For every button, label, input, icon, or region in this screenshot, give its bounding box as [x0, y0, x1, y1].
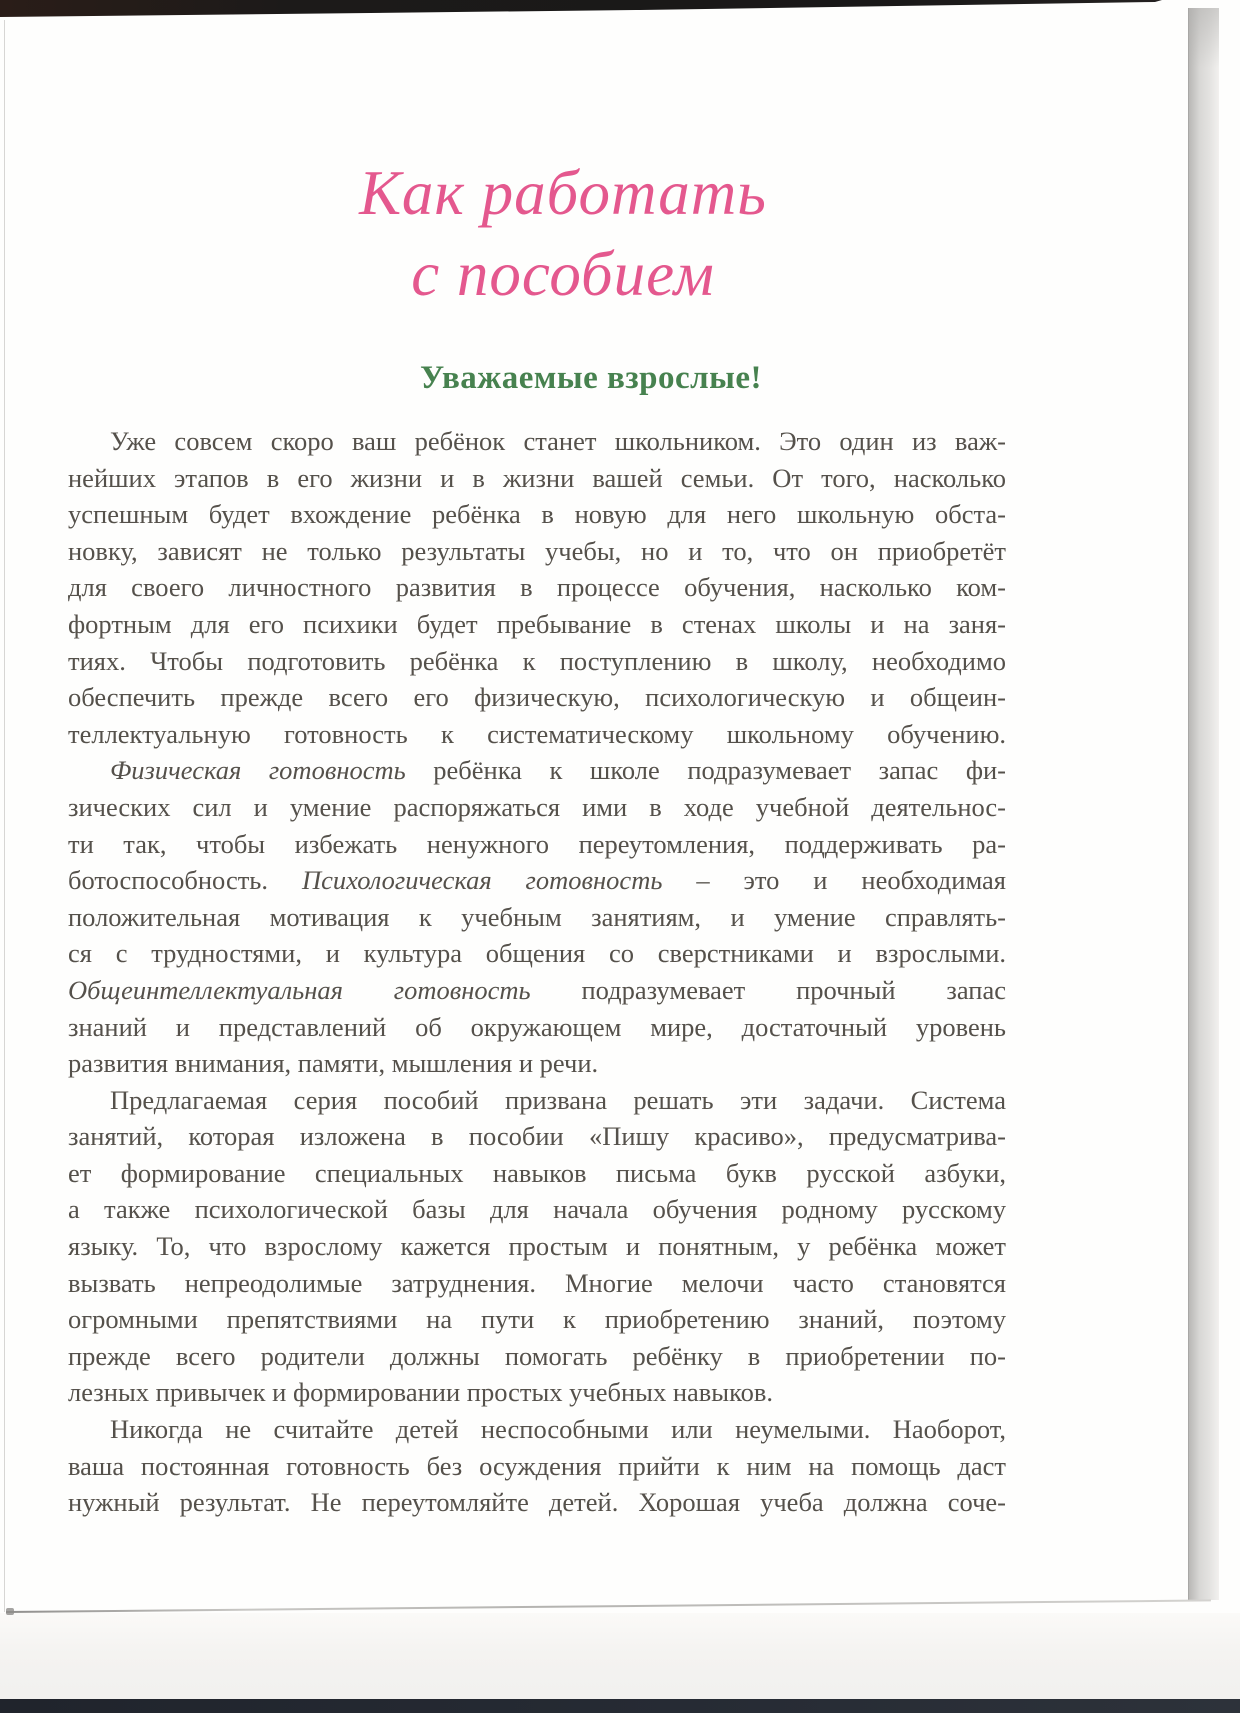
text-run: занятий, которая изложена в пособии «Пишу красиво», предусматрива- [68, 1121, 1006, 1152]
text-run: развития внимания, памяти, мышления и речи. [68, 1048, 599, 1079]
page-title [0, 153, 1106, 315]
left-page-edge-line [4, 20, 5, 1612]
bottom-scan-edge [0, 1699, 1240, 1713]
text-run: обеспечить прежде всего его физическую, психологическую и общеин- [68, 682, 1006, 713]
text-line [68, 1118, 1006, 1155]
text-run: а также психологической базы для начала обучения родному русскому [68, 1194, 1006, 1225]
text-run: языку. То, что взрослому кажется простым и понятным, у ребёнка может [68, 1231, 1006, 1262]
paragraph [68, 752, 1006, 1081]
text-line [68, 1155, 1006, 1192]
text-run: фортным для его психики будет пребывание в стенах школы и на заня- [68, 608, 1006, 639]
text-line [68, 1484, 1006, 1521]
text-line [68, 1045, 1006, 1082]
text-run: огромными препятствиями на пути к приобретению знаний, поэтому [68, 1304, 1006, 1335]
text-line [68, 1265, 1006, 1302]
text-line [68, 460, 1006, 497]
text-run: ти так, чтобы избежать ненужного переутомления, поддерживать ра- [68, 828, 1006, 859]
text-run: знаний и представлений об окружающем мире, достаточный уровень [68, 1011, 1006, 1042]
text-run: прежде всего родители должны помогать ребёнку в приобретении по- [68, 1340, 1006, 1371]
text-line [68, 533, 1006, 570]
text-line [68, 1228, 1006, 1265]
text-run: лезных привычек и формировании простых учебных навыков. [68, 1377, 774, 1408]
text-line [68, 935, 1006, 972]
italic-phrase: Общеинтеллектуальная готовность [68, 974, 531, 1005]
text-line [68, 496, 1006, 533]
page-title-line-1: Как работать [359, 158, 767, 228]
text-line [68, 1301, 1006, 1338]
section-heading: Уважаемые взрослые! [419, 360, 763, 396]
text-run: новку, зависят не только результаты учебы, но и то, что он приобретёт [68, 535, 1006, 566]
text-line [68, 826, 1006, 863]
text-run: Уже совсем скоро ваш ребёнок станет школьником. Это один из важ- [110, 426, 1006, 456]
right-page-edge [1188, 8, 1219, 1600]
text-run: – это и необходимая [662, 865, 1006, 896]
paragraph [68, 1411, 1006, 1521]
text-run: зических сил и умение распоряжаться ими в ходе учебной деятельнос- [68, 791, 1006, 822]
text-run: ботоспособность. [68, 865, 302, 896]
body-text [0, 423, 1006, 1521]
text-run: нужный результат. Не переутомляйте детей. Хорошая учеба должна соче- [68, 1487, 1006, 1518]
text-run: подразумевает прочный запас [530, 974, 1006, 1005]
text-line [68, 1448, 1006, 1485]
text-line [68, 423, 1006, 460]
text-run: для своего личностного развития в процессе обучения, насколько ком- [68, 572, 1006, 603]
bottom-page-edge-line [6, 1599, 1211, 1613]
text-line [68, 1411, 1006, 1448]
text-run: вызвать непреодолимые затруднения. Многие мелочи часто становятся [68, 1267, 1006, 1298]
text-line [68, 899, 1006, 936]
text-run: теллектуальную готовность к систематическому школьному обучению. [68, 718, 1006, 749]
text-line [68, 1374, 1006, 1411]
italic-phrase: Психологическая готовность [301, 865, 663, 896]
text-line [68, 1338, 1006, 1375]
text-line [68, 679, 1006, 716]
text-line [68, 1191, 1006, 1228]
text-line [68, 862, 1006, 899]
text-run: Никогда не считайте детей неспособными или неумелыми. Наоборот, [110, 1414, 1006, 1445]
text-run: тиях. Чтобы подготовить ребёнка к поступлению в школу, необходимо [68, 645, 1006, 676]
text-line [68, 752, 1006, 789]
text-run: успешным будет вхождение ребёнка в новую для него школьную обста- [68, 499, 1006, 530]
paragraph [68, 1082, 1006, 1411]
text-run: Предлагаемая серия пособий призвана решать эти задачи. Система [110, 1084, 1006, 1115]
scanner-background-strip [0, 1613, 1240, 1713]
text-run: ваша постоянная готовность без осуждения прийти к ним на помощь даст [68, 1450, 1006, 1481]
text-line [68, 606, 1006, 643]
text-line [68, 972, 1006, 1009]
text-run: ся с трудностями, и культура общения со сверстниками и взрослыми. [68, 938, 1006, 969]
text-line [68, 1082, 1006, 1119]
text-line [68, 716, 1006, 753]
text-run: ет формирование специальных навыков письма букв русской азбуки, [68, 1157, 1006, 1188]
text-run: нейших этапов в его жизни и в жизни вашей семьи. От того, насколько [68, 462, 1006, 493]
italic-phrase: Физическая готовность [110, 755, 406, 786]
scan-corner-speck [6, 1608, 14, 1615]
text-run: ребёнка к школе подразумевает запас фи- [405, 755, 1006, 786]
text-line [68, 789, 1006, 826]
text-line [68, 643, 1006, 680]
text-line [68, 1009, 1006, 1046]
page-title-line-2: с пособием [411, 239, 715, 309]
text-line [68, 569, 1006, 606]
paragraph [68, 423, 1006, 752]
text-run: положительная мотивация к учебным занятиям, и умение справлять- [68, 901, 1006, 932]
